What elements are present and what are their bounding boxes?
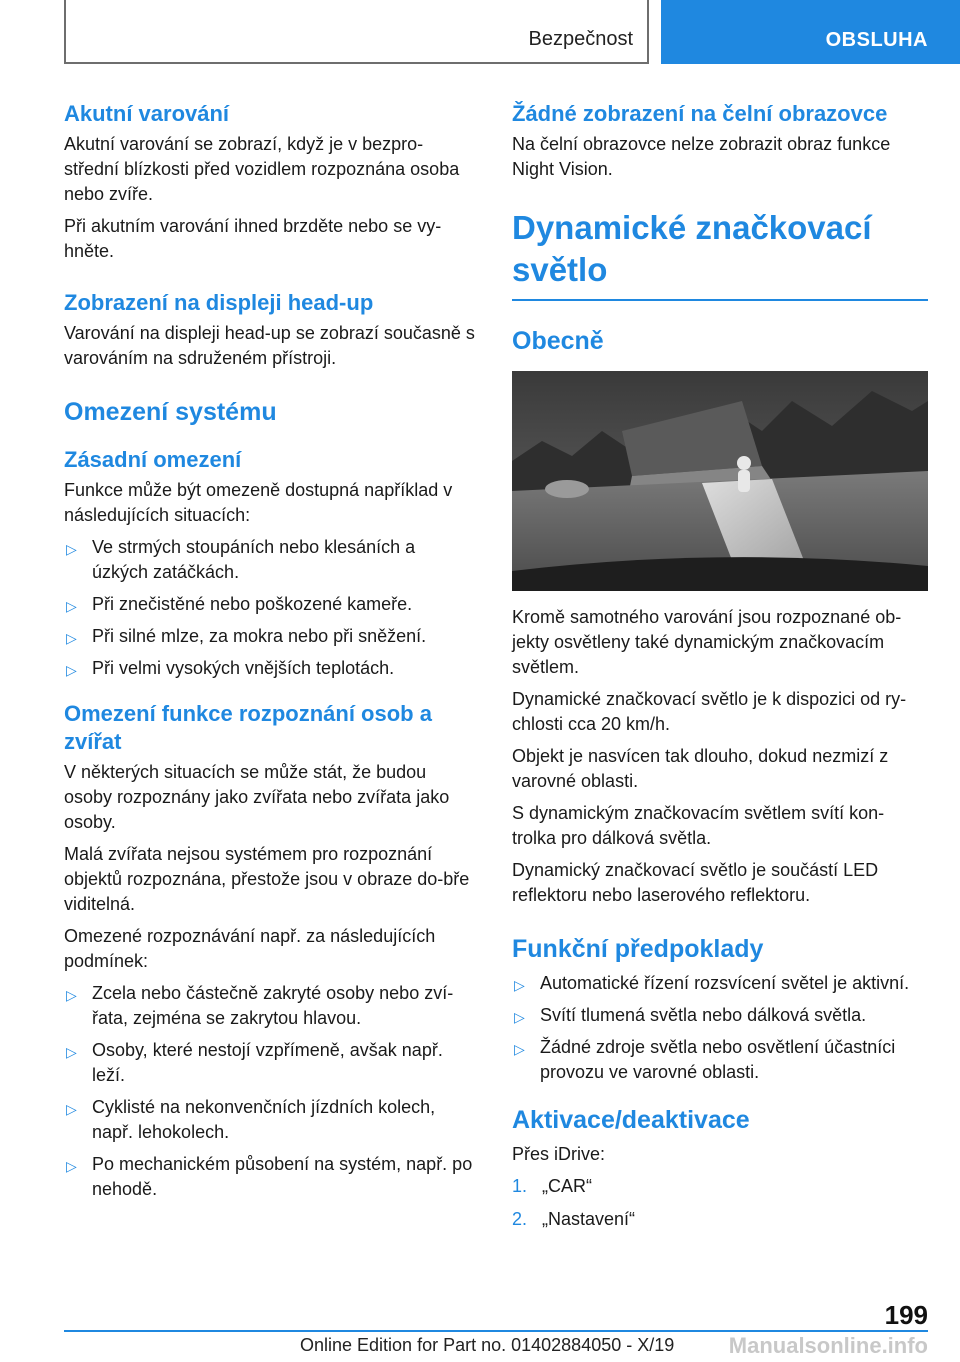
- list-item: ▷ Zcela nebo částečně zakryté osoby nebo zví-řata, zejména se zakrytou hlavou.: [66, 983, 454, 1028]
- header-section-box: [64, 0, 649, 64]
- general-heading: Obecně: [512, 327, 604, 355]
- list-item: ▷ Žádné zdroje světla nebo osvětlení účastníci provozu ve varovné oblasti.: [514, 1037, 896, 1082]
- list-item: ▷ Cyklisté na nekonvenčních jízdních kolech, např. lehokolech.: [66, 1097, 436, 1142]
- list-item: ▷ Svítí tlumená světla nebo dálková světla.: [512, 1003, 928, 1028]
- bullet-triangle-icon: ▷: [66, 662, 77, 678]
- list-item: 2. „Nastavení“: [512, 1209, 636, 1229]
- bullet-triangle-icon: ▷: [66, 987, 77, 1003]
- footer-divider: [64, 1330, 928, 1332]
- acute-warning-heading: Akutní varování: [64, 101, 230, 126]
- recognition-paragraph-1: V některých situacích se může stát, že budou osoby rozpoznány jako zvířata nebo zvířata jako osoby.: [64, 762, 450, 832]
- general-paragraph-3: Objekt je nasvícen tak dlouho, dokud nezmizí z varovné oblasti.: [512, 746, 889, 791]
- list-item: ▷ Ve strmých stoupáních nebo klesáních a úzkých zatáčkách.: [66, 537, 416, 582]
- bullet-triangle-icon: ▷: [66, 630, 77, 646]
- recognition-limits-list: [64, 981, 476, 1202]
- acute-warning-paragraph-2: Při akutním varování ihned brzděte nebo se vy-hněte.: [64, 216, 442, 261]
- hud-paragraph: Varování na displeji head-up se zobrazí současně s varováním na sdruženém přístroji.: [64, 323, 475, 368]
- activation-heading: Aktivace/deaktivace: [512, 1106, 750, 1134]
- list-item: 1. „CAR“: [512, 1176, 592, 1196]
- general-paragraph-5: Dynamický značkovací světlo je součástí LED reflektoru nebo laserového reflektoru.: [512, 860, 879, 905]
- page-number: 199: [884, 1300, 928, 1330]
- left-column: [64, 100, 476, 1209]
- list-item: ▷ Osoby, které nestojí vzpřímeně, avšak např. leží.: [66, 1040, 443, 1085]
- bullet-triangle-icon: ▷: [66, 1044, 77, 1060]
- list-item: ▷ Při znečistěné nebo poškozené kameře.: [64, 592, 476, 617]
- recognition-limits-heading: Omezení funkce rozpoznání osob a zvířat: [64, 701, 432, 754]
- system-limits-heading: Omezení systému: [64, 398, 277, 426]
- chapter-heading: Dynamické značkovací světlo: [512, 207, 928, 301]
- footer-edition: Online Edition for Part no. 01402884050 - X/19: [300, 1335, 675, 1355]
- header-chapter-label: OBSLUHA: [825, 29, 928, 51]
- recognition-paragraph-2: Malá zvířata nejsou systémem pro rozpoznání objektů rozpoznána, přestože jsou v obraze do-bře viditelná.: [64, 844, 470, 914]
- general-paragraph-1: Kromě samotného varování jsou rozpoznané ob-jekty osvětleny také dynamickým značkovacím světlem.: [512, 607, 902, 677]
- bullet-triangle-icon: ▷: [514, 977, 525, 993]
- bullet-triangle-icon: ▷: [66, 1158, 77, 1174]
- basic-limits-list: [64, 535, 476, 681]
- bullet-triangle-icon: ▷: [514, 1041, 525, 1057]
- requirements-list: [512, 971, 928, 1085]
- right-column: [512, 100, 928, 1240]
- list-item: ▷ Po mechanickém působení na systém, např. po nehodě.: [66, 1154, 473, 1199]
- general-paragraph-2: Dynamické značkovací světlo je k dispozici od ry-chlosti cca 20 km/h.: [512, 689, 907, 734]
- basic-limits-heading: Zásadní omezení: [64, 447, 242, 472]
- list-item: ▷ Při silné mlze, za mokra nebo při sněžení.: [64, 624, 476, 649]
- basic-limits-paragraph: Funkce může být omezeně dostupná například v následujících situacích:: [64, 480, 453, 525]
- activation-paragraph: Přes iDrive:: [512, 1144, 606, 1164]
- acute-warning-paragraph-1: Akutní varování se zobrazí, když je v bezpro-střední blízkosti před vozidlem rozpoznána osoba nebo zvíře.: [64, 134, 460, 204]
- bullet-triangle-icon: ▷: [66, 1101, 77, 1117]
- bullet-triangle-icon: ▷: [66, 598, 77, 614]
- list-item: ▷ Automatické řízení rozsvícení světel je aktivní.: [512, 971, 928, 996]
- recognition-paragraph-3: Omezené rozpoznávání např. za následujících podmínek:: [64, 926, 436, 971]
- header-section-title: Bezpečnost: [528, 28, 633, 50]
- activation-steps: [512, 1174, 928, 1232]
- requirements-heading: Funkční předpoklady: [512, 935, 764, 963]
- hud-heading: Zobrazení na displeji head-up: [64, 290, 374, 315]
- bullet-triangle-icon: ▷: [66, 541, 77, 557]
- no-hud-heading: Žádné zobrazení na čelní obrazovce: [512, 101, 888, 126]
- general-paragraph-4: S dynamickým značkovacím světlem svítí kon-trolka pro dálková světla.: [512, 803, 885, 848]
- no-hud-paragraph: Na čelní obrazovce nelze zobrazit obraz funkce Night Vision.: [512, 134, 891, 179]
- watermark: Manualsonline.info: [728, 1333, 928, 1358]
- list-item: ▷ Při velmi vysokých vnějších teplotách.: [64, 656, 476, 681]
- bullet-triangle-icon: ▷: [514, 1009, 525, 1025]
- night-vision-illustration: [512, 371, 928, 591]
- header-chapter-tab: [661, 0, 960, 64]
